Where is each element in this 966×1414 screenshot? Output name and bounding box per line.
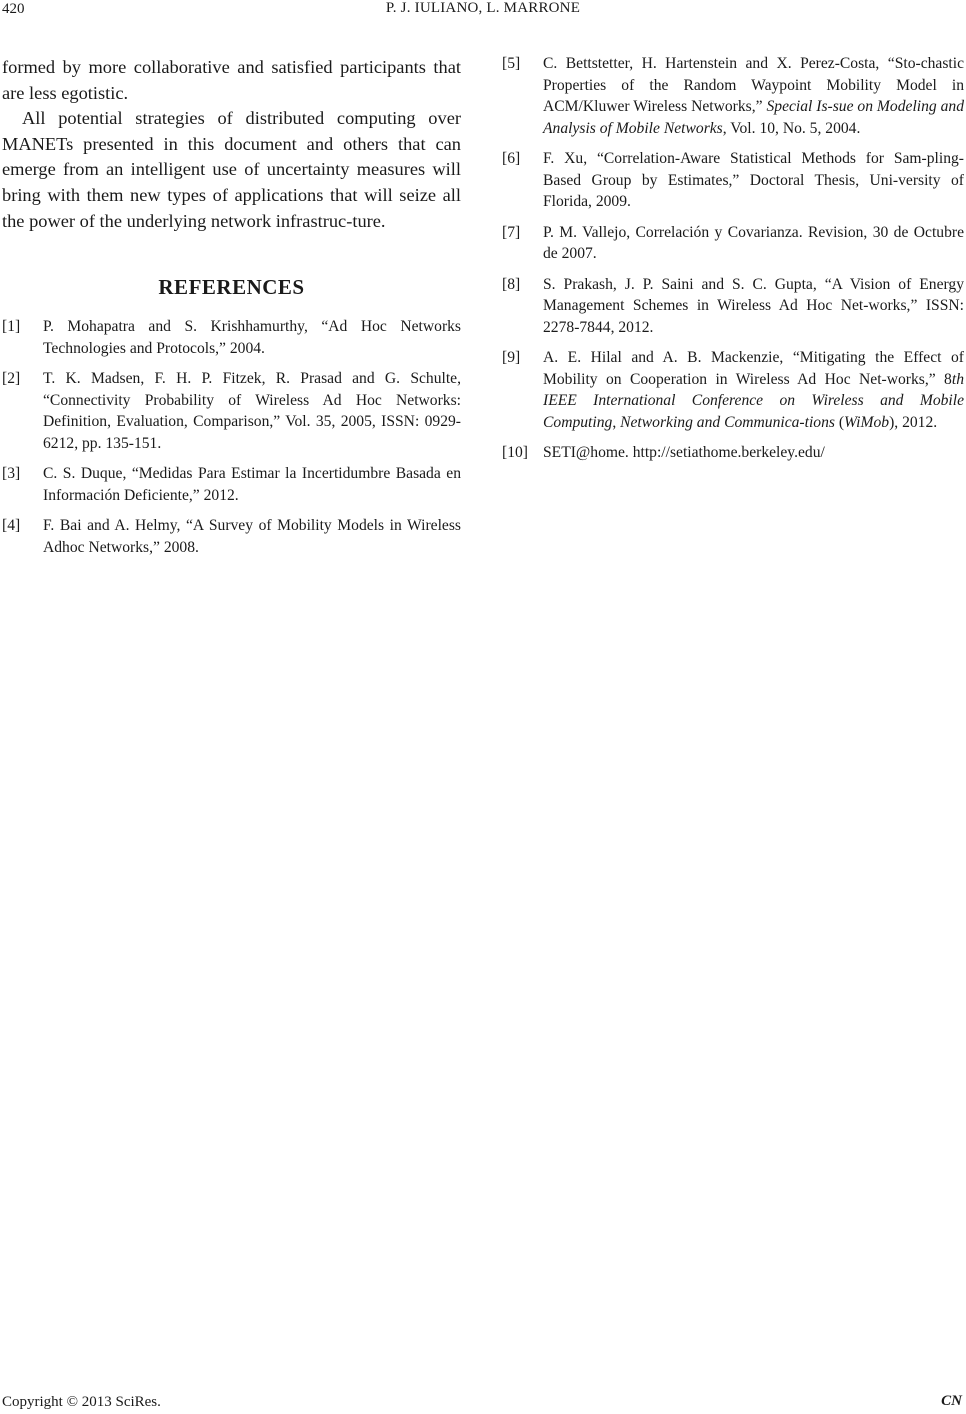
reference-italic-part: WiMob: [844, 413, 890, 431]
reference-text-part: ), 2012.: [889, 413, 938, 431]
reference-text-part: ,: [612, 413, 621, 431]
reference-item: [502, 222, 964, 265]
reference-italic-part: Special Is-sue on Modeling and Analysis of Mobile Networks: [543, 98, 965, 137]
body-paragraph: All potential strategies of distributed computing over MANETs presented in this document and others that can emerge from an intelligent use of uncertainty measures will bring with them new types of applications that will seize all the power of the underlying network infrastruc-ture.: [2, 108, 461, 231]
reference-text: C. S. Duque, “Medidas Para Estimar la Incertidumbre Basada en Información Deficiente,” 2012.: [43, 465, 461, 504]
reference-text-part: A. E. Hilal and A. B. Mackenzie, “Mitigating the Effect of Mobility on Cooperation in Wireless Ad Hoc Net-works,” 8: [543, 349, 964, 388]
reference-number: [6]: [502, 150, 521, 167]
reference-item: [502, 53, 964, 139]
right-column: [502, 53, 964, 473]
reference-text: P. Mohapatra and S. Krishhamurthy, “Ad Hoc Networks Technologies and Protocols,” 2004.: [43, 318, 461, 357]
running-head: P. J. IULIANO, L. MARRONE: [385, 0, 581, 16]
reference-number: [2]: [2, 370, 21, 388]
reference-text: [543, 347, 964, 433]
reference-italic-part: Networking and Communica-tions: [620, 413, 835, 431]
reference-text: F. Bai and A. Helmy, “A Survey of Mobility Models in Wireless Adhoc Networks,” 2008.: [43, 517, 461, 556]
reference-number: [4]: [2, 517, 21, 535]
body-paragraph: formed by more collaborative and satisfied participants that are less egotistic.: [2, 57, 461, 103]
copyright-footer: Copyright © 2013 SciRes.: [2, 1394, 161, 1410]
left-column: [2, 55, 461, 567]
reference-number: [8]: [502, 275, 521, 293]
reference-item: [2, 515, 461, 558]
reference-item: [502, 148, 964, 213]
reference-text: P. M. Vallejo, Correlación y Covarianza. Revision, 30 de Octubre de 2007.: [543, 223, 964, 262]
journal-abbreviation: CN: [941, 1393, 962, 1409]
reference-text: SETI@home. http://setiathome.berkeley.edu/: [543, 444, 825, 461]
reference-number: [1]: [2, 318, 21, 336]
reference-item: [2, 368, 461, 454]
reference-italic-part: th IEEE International Conference on Wireless and Mobile Computing: [543, 370, 964, 431]
reference-item: [502, 347, 964, 433]
reference-number: [5]: [502, 55, 521, 72]
reference-text: F. Xu, “Correlation-Aware Statistical Methods for Sam-pling-Based Group by Estimates,” Doctoral Thesis, Uni-versity of Florida, 2009.: [543, 150, 964, 210]
reference-item: [502, 274, 964, 339]
reference-number: [7]: [502, 223, 521, 241]
reference-number: [9]: [502, 349, 521, 366]
reference-item: [2, 463, 461, 506]
reference-text: S. Prakash, J. P. Saini and S. C. Gupta, “A Vision of Energy Management Schemes in Wireless Ad Hoc Net-works,” ISSN: 2278-7844, 2012.: [543, 275, 964, 336]
reference-item: [502, 442, 964, 464]
references-heading: REFERENCES: [158, 275, 305, 300]
reference-text-part: , Vol. 10, No. 5, 2004.: [722, 119, 861, 137]
page-header: [0, 0, 966, 22]
reference-number: [3]: [2, 465, 21, 483]
reference-text-part: C. Bettstetter, H. Hartenstein and X. Perez-Costa, “Sto-chastic Properties of the Random Waypoint Mobility Model in ACM/Kluwer Wireless Networks,”: [543, 55, 964, 115]
page-number: 420: [2, 1, 25, 17]
reference-text: T. K. Madsen, F. H. P. Fitzek, R. Prasad and G. Schulte, “Connectivity Probability of Wireless Ad Hoc Networks: Definition, Evaluation, Comparison,” Vol. 35, 2005, ISSN: 0929-6212, pp. 135-151.: [43, 370, 461, 452]
reference-text-part: (: [834, 413, 845, 431]
reference-text: [543, 53, 964, 139]
reference-number: [10]: [502, 444, 528, 461]
reference-item: [2, 316, 461, 359]
